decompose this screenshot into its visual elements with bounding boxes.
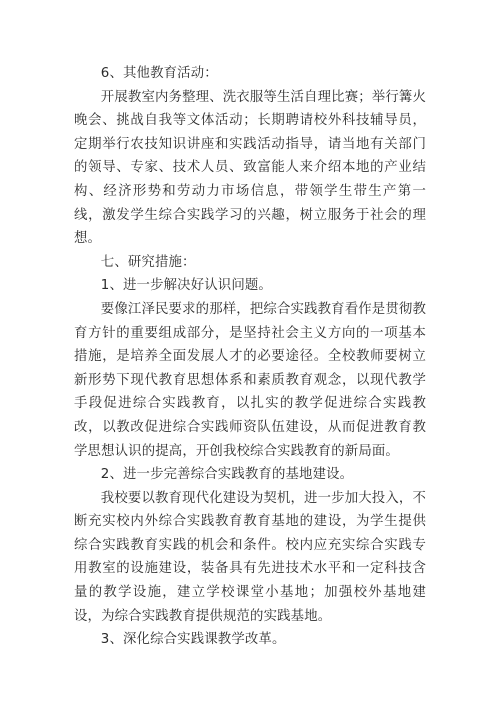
subheading-teaching-reform: 3、深化综合实践课教学改革。 — [100, 632, 286, 648]
document-body — [74, 62, 426, 652]
paragraph-base-construction: 我校要以教育现代化建设为契机，进一步加大投入，不断充实校内外综合实践教育教育基地的建设，为学生提供综合实践教育实践的机会和条件。校内应充实综合实践专用教室的设施建设，装备具有先进技术水平和一定科技含量的教学设施，建立学校课堂小基地；加强校外基地建设，为综合实践教育提供规范的实践基地。 — [74, 490, 426, 624]
paragraph-understanding: 要像江泽民要求的那样，把综合实践教育看作是贯彻教育方针的重要组成部分，是坚持社会主义方向的一项基本措施，是培养全面发展人才的必要途径。全校教师要树立新形势下现代教育思想体系和素质教育观念，以现代教学手段促进综合实践教育，以扎实的教学促进综合实践教改，以教改促进综合实践师资队伍建设，从而促进教育教学思想认识的提高，开创我校综合实践教育的新局面。 — [74, 301, 426, 459]
heading-research-measures: 七、研究措施： — [100, 254, 196, 270]
subheading-other-activities: 6、其他教育活动： — [100, 66, 218, 81]
paragraph-activities: 开展教室内务整理、洗衣服等生活自理比赛；举行篝火晚会、挑战自我等文体活动；长期聘请校外科技辅导员，定期举行农技知识讲座和实践活动指导，请当地有关部门的领导、专家、技术人员、致富能人来介绍本地的产业结构、经济形势和劳动力市场信息，带领学生带生产第一线，激发学生综合实践学习的兴趣，树立服务于社会的理想。 — [74, 89, 426, 247]
subheading-understanding: 1、进一步解决好认识问题。 — [100, 278, 272, 294]
subheading-base-construction: 2、进一步完善综合实践教育的基地建设。 — [100, 467, 354, 483]
